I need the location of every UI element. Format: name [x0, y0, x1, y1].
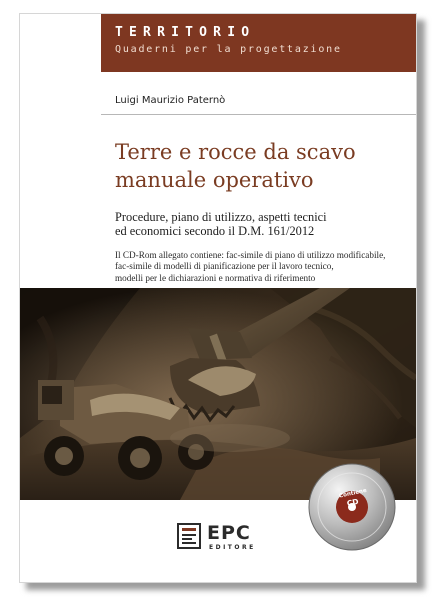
cd-note-line-3: modelli per le dichiarazioni e normativa di riferimento	[115, 272, 316, 283]
publisher-mark-icon	[177, 523, 201, 549]
subtitle-line-1: Procedure, piano di utilizzo, aspetti tecnici	[115, 210, 327, 224]
series-name: TERRITORIO	[115, 25, 256, 40]
book-cover	[20, 14, 416, 582]
series-subtitle: Quaderni per la progettazione	[115, 44, 342, 55]
book-subtitle	[115, 210, 405, 238]
book-title	[115, 138, 405, 194]
author-divider	[101, 114, 416, 115]
publisher-subtitle: EDITORE	[209, 544, 256, 551]
series-band	[101, 14, 416, 72]
author-name: Luigi Maurizio Paternò	[115, 95, 226, 106]
subtitle-line-2: ed economici secondo il D.M. 161/2012	[115, 224, 315, 238]
cd-note-line-2: fac-simile di modelli di pianificazione per il lavoro tecnico,	[115, 261, 334, 272]
title-line-1: Terre e rocce da scavo	[115, 140, 356, 164]
title-line-2: manuale operativo	[115, 168, 314, 192]
cd-badge-line-2: CD	[346, 496, 360, 509]
publisher-logo	[177, 519, 297, 559]
cd-badge	[308, 463, 396, 555]
cd-badge-line-1: Contiene	[338, 487, 368, 500]
cd-contents-note	[115, 250, 410, 284]
cd-note-line-1: Il CD-Rom allegato contiene: fac-simile di piano di utilizzo modificabile,	[115, 250, 386, 260]
publisher-name: EPC	[207, 522, 251, 544]
